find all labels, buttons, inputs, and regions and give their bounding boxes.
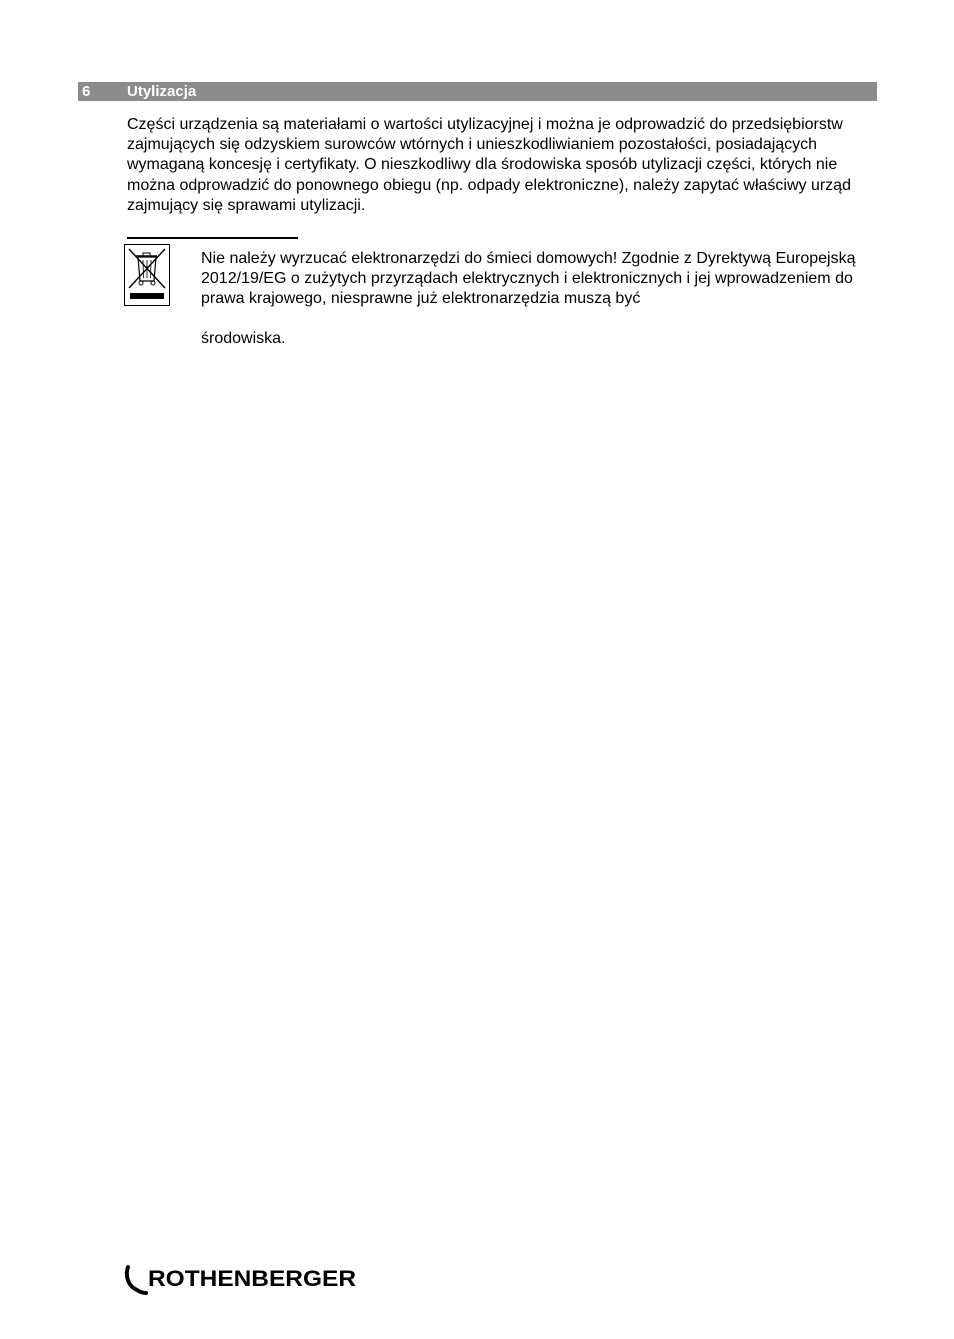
intro-paragraph: Części urządzenia są materiałami o wartości utylizacyjnej i można je odprowadzić do przedsiębiorstw zajmujących się odzyskiem surowców wtórnych i unieszkodliwianiem pozostałości, posiadających wymaganą koncesję i certyfikaty. O nieszkodliwy dla środowiska sposób utylizacji części, których nie można odprowadzić do ponownego obiegu (np. odpady elektroniczne), należy zapytać właściwy urząd zajmujący się sprawami utylizacji.: [127, 116, 851, 214]
brand-name: ROTHENBERGER: [148, 1266, 357, 1291]
section-header: [78, 82, 877, 101]
notice-paragraph: Nie należy wyrzucać elektronarzędzi do śmieci domowych! Zgodnie z Dyrektywą Europejską 2012/19/EG o zużytych przyrządach elektrycznych i elektronicznych i jej wprowadzeniem do prawa krajowego, niesprawne już elektronarzędzia muszą być: [201, 250, 856, 308]
brand-logo: [124, 1262, 364, 1298]
divider: [127, 237, 298, 239]
section-number: 6: [82, 83, 91, 100]
crossed-out-wheelie-bin-icon: [124, 244, 170, 306]
notice-tail: środowiska.: [201, 330, 286, 347]
section-title: Utylizacja: [127, 83, 197, 100]
